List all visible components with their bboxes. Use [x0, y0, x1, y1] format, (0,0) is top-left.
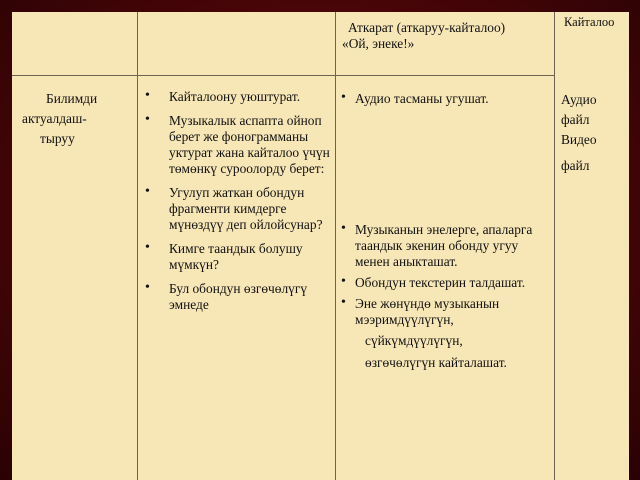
stage-cell	[12, 89, 137, 149]
header-line-1: Аткарат (аткаруу-кайталоо)	[348, 20, 506, 35]
list-item: • Аудио тасманы угушат.	[341, 91, 549, 107]
header-divider	[12, 75, 555, 76]
column-divider	[137, 12, 138, 480]
student-actions-cell	[341, 91, 549, 377]
teacher-actions-list	[145, 89, 331, 313]
resource-line-4: файл	[561, 158, 590, 173]
header-repetition: Кайталоо	[564, 15, 615, 29]
student-actions-list	[341, 222, 549, 328]
student-indent-line-2: өзгөчөлүгүн кайталашат.	[365, 355, 507, 370]
list-item: • Бул обондун өзгөчөлүгү эмнеде	[145, 281, 331, 313]
list-item: • Обондун текстерин талдашат.	[341, 275, 549, 291]
list-item: • Эне жөнүндө музыканын мээримдүүлүгүн,	[341, 296, 549, 328]
header-performance-repetition	[342, 20, 547, 52]
resource-line-3: Видео	[561, 132, 597, 147]
list-item: • Кайталоону уюштурат.	[145, 89, 331, 105]
header-line-2: «Ой, энеке!»	[342, 36, 415, 51]
column-divider	[554, 12, 555, 480]
list-item: • Музыкалык аспапта ойноп берет же фонограмманы уктурат жана кайталоо үчүн төмөнкү суроолорду берет:	[145, 113, 331, 177]
stage-line-2: актуалдаш-	[22, 111, 87, 126]
stage-line-1: Билимди	[46, 91, 98, 106]
list-item: • Музыканын энелерге, апаларга таандык экенин обонду угуу менен аныкташат.	[341, 222, 549, 270]
resource-line-1: Аудио	[561, 92, 597, 107]
stage-line-3: тыруу	[40, 131, 75, 146]
column-divider	[335, 12, 336, 480]
teacher-actions-cell	[145, 89, 331, 321]
resource-line-2: файл	[561, 112, 590, 127]
list-item: • Угулуп жаткан обондун фрагменти кимдерге мүнөздүү деп ойлойсунар?	[145, 185, 331, 233]
lesson-table	[12, 12, 629, 480]
student-action-first	[341, 91, 549, 107]
list-item: • Кимге таандык болушу мүмкүн?	[145, 241, 331, 273]
student-indent-line-1: сүйкүмдүүлүгүн,	[365, 333, 463, 348]
resources-cell	[561, 90, 627, 176]
